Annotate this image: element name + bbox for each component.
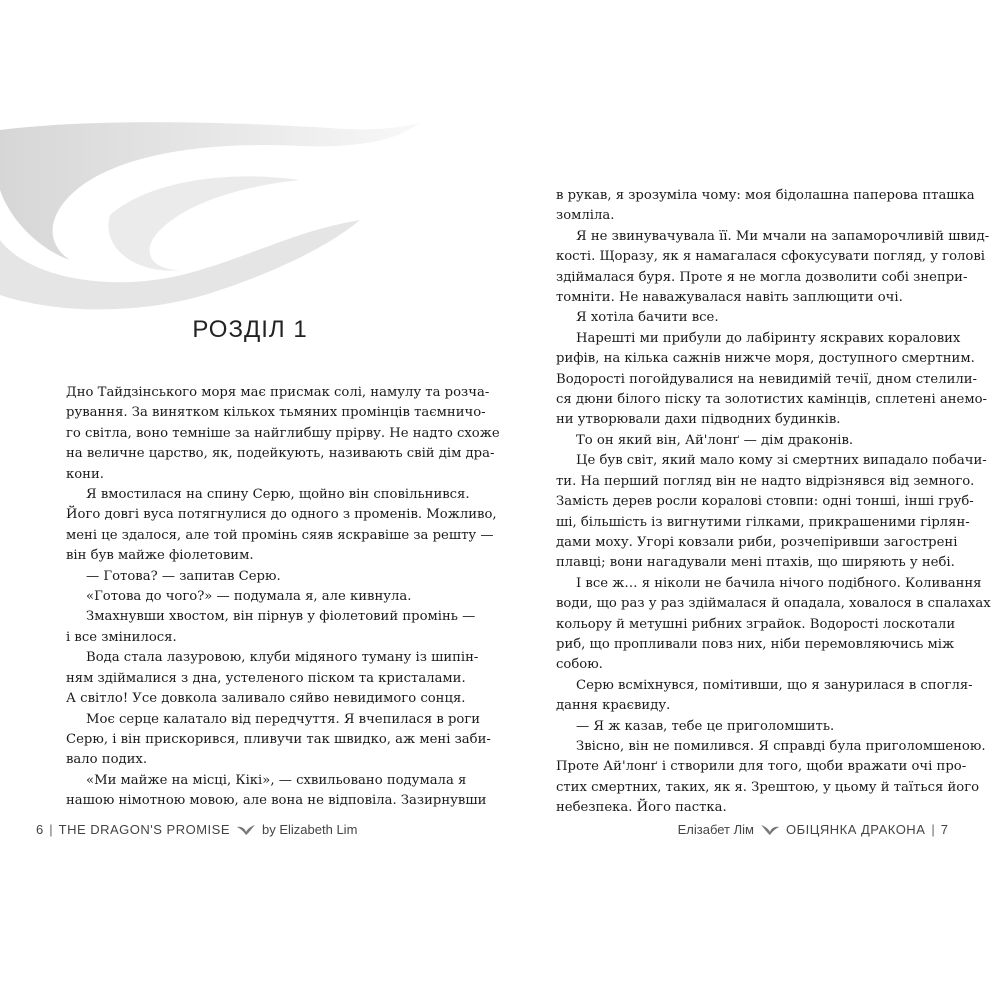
text-line: кони. bbox=[66, 466, 104, 482]
text-line: Замість дерев росли коралові стовпи: одні тонші, інші груб- bbox=[556, 494, 974, 510]
text-line: небезпека. Його пастка. bbox=[556, 800, 727, 816]
left-page-text bbox=[66, 383, 500, 812]
text-line: Серю всміхнувся, помітивши, що я занурилася в спогля- bbox=[576, 677, 973, 693]
text-line: плавці; вони нагадували мені птахів, що ширяють у небі. bbox=[556, 555, 955, 571]
text-line: здіймалася буря. Проте я не могла дозволити собі знепри- bbox=[556, 269, 968, 285]
text-line: Я хотіла бачити все. bbox=[576, 310, 719, 326]
left-footer bbox=[36, 822, 357, 837]
text-line: То он який він, Ай'лонґ — дім драконів. bbox=[576, 432, 854, 448]
text-line: — Я ж казав, тебе це приголомшить. bbox=[576, 718, 835, 734]
book-author: by Elizabeth Lim bbox=[262, 822, 358, 837]
text-line: Його довгі вуса потягнулися до одного з променів. Можливо, bbox=[66, 507, 497, 523]
text-line: Змахнувши хвостом, він пірнув у фіолетовий промінь — bbox=[86, 609, 476, 625]
text-line: ся дюни білого піску та золотистих камінців, сплетені анемо- bbox=[556, 392, 987, 408]
text-line: ші, більшість із вигнутими гілками, прикрашеними гірлян- bbox=[556, 514, 970, 530]
text-line: стих смертних, таких, як я. Зрештою, у цьому й таїться його bbox=[556, 779, 980, 795]
text-line: го світла, воно темніше за найглибшу прірву. Не надто схоже bbox=[66, 425, 500, 441]
page-number: 6 bbox=[36, 822, 44, 837]
text-line: «Готова до чого?» — подумала я, але кивнула. bbox=[86, 589, 412, 605]
bird-icon bbox=[760, 824, 780, 836]
text-line: в рукав, я зрозуміла чому: моя бідолашна паперова пташка bbox=[556, 188, 975, 203]
text-line: собою. bbox=[556, 657, 603, 673]
text-line: І все ж… я ніколи не бачила нічого подібного. Коливання bbox=[576, 575, 982, 591]
text-line: води, що раз у раз здіймалася й опадала, ховалося в спалахах bbox=[556, 596, 991, 612]
text-line: рування. За винятком кількох тьмяних промінців таємничо- bbox=[66, 405, 486, 421]
text-line: вало подих. bbox=[66, 752, 148, 768]
text-line: Це був світ, який мало кому зі смертних випадало побачи- bbox=[576, 453, 987, 469]
text-line: томніти. Не наважувалася навіть заплющити очі. bbox=[556, 290, 903, 306]
text-line: Моє серце калатало від передчуття. Я вчепилася в роги bbox=[86, 711, 481, 727]
text-line: «Ми майже на місці, Кікі», — схвильовано подумала я bbox=[86, 772, 467, 788]
text-line: кольору й метушні рибних зграйок. Водорості лоскотали bbox=[556, 616, 956, 632]
text-line: зомліла. bbox=[556, 208, 615, 224]
right-footer bbox=[678, 822, 948, 837]
book-title: THE DRAGON'S PROMISE bbox=[58, 822, 231, 837]
text-line: Звісно, він не помилився. Я справді була приголомшеною. bbox=[576, 738, 986, 754]
page-number: 7 bbox=[940, 822, 948, 837]
text-line: кості. Щоразу, як я намагалася сфокусувати погляд, у голові bbox=[556, 249, 985, 265]
text-line: Я не звинувачувала її. Ми мчали на запаморочливій швид- bbox=[576, 228, 990, 244]
text-line: Серю, і він прискорився, пливучи так швидко, аж мені заби- bbox=[66, 731, 491, 747]
bird-icon bbox=[236, 824, 256, 836]
text-line: і все змінилося. bbox=[66, 629, 177, 645]
text-line: на величне царство, як, подейкують, називають свій дім дра- bbox=[66, 446, 495, 462]
wave-ornament-icon bbox=[0, 120, 430, 330]
text-line: Водорості погойдувалися на невидимій течії, дном стелили- bbox=[556, 371, 977, 387]
text-line: мені це здалося, але той промінь сяяв яскравіше за решту — bbox=[66, 527, 494, 543]
text-line: рифів, на кілька сажнів нижче моря, доступного смертним. bbox=[556, 351, 975, 367]
text-line: А світло! Усе довкола заливало сяйво невидимого сонця. bbox=[66, 691, 466, 707]
text-line: Вода стала лазуровою, клуби мідяного туману із шипін- bbox=[86, 650, 479, 666]
text-line: дами моху. Угорі ковзали риби, розчепіривши загострені bbox=[556, 534, 958, 550]
text-line: ням здіймалися з дна, устеленого піском та кристалами. bbox=[66, 670, 466, 686]
text-line: нашою німотною мовою, але вона не відповіла. Зазирнувши bbox=[66, 793, 487, 809]
chapter-title: РОЗДІЛ 1 bbox=[192, 316, 308, 343]
text-line: ни утворювали дахи підводних будинків. bbox=[556, 412, 841, 428]
text-line: риб, що пропливали повз них, ніби перемовляючись між bbox=[556, 636, 955, 652]
text-line: Проте Ай'лонґ і створили для того, щоби вражати очі про- bbox=[556, 759, 967, 775]
text-line: Дно Тайдзінського моря має присмак солі, намулу та розча- bbox=[66, 385, 490, 400]
text-line: — Готова? — запитав Серю. bbox=[86, 568, 281, 584]
footer-separator: | bbox=[49, 822, 53, 837]
text-line: Нарешті ми прибули до лабіринту яскравих коралових bbox=[576, 330, 961, 346]
text-line: він був майже фіолетовим. bbox=[66, 548, 254, 564]
book-author: Елізабет Лім bbox=[677, 822, 754, 837]
book-title: ОБІЦЯНКА ДРАКОНА bbox=[785, 822, 926, 837]
right-page-text bbox=[556, 186, 991, 819]
text-line: ти. На перший погляд він не надто відрізнявся від земного. bbox=[556, 473, 975, 489]
text-line: Я вмостилася на спину Серю, щойно він сповільнився. bbox=[86, 487, 470, 503]
text-line: дання краєвиду. bbox=[556, 698, 671, 714]
footer-separator: | bbox=[931, 822, 935, 837]
